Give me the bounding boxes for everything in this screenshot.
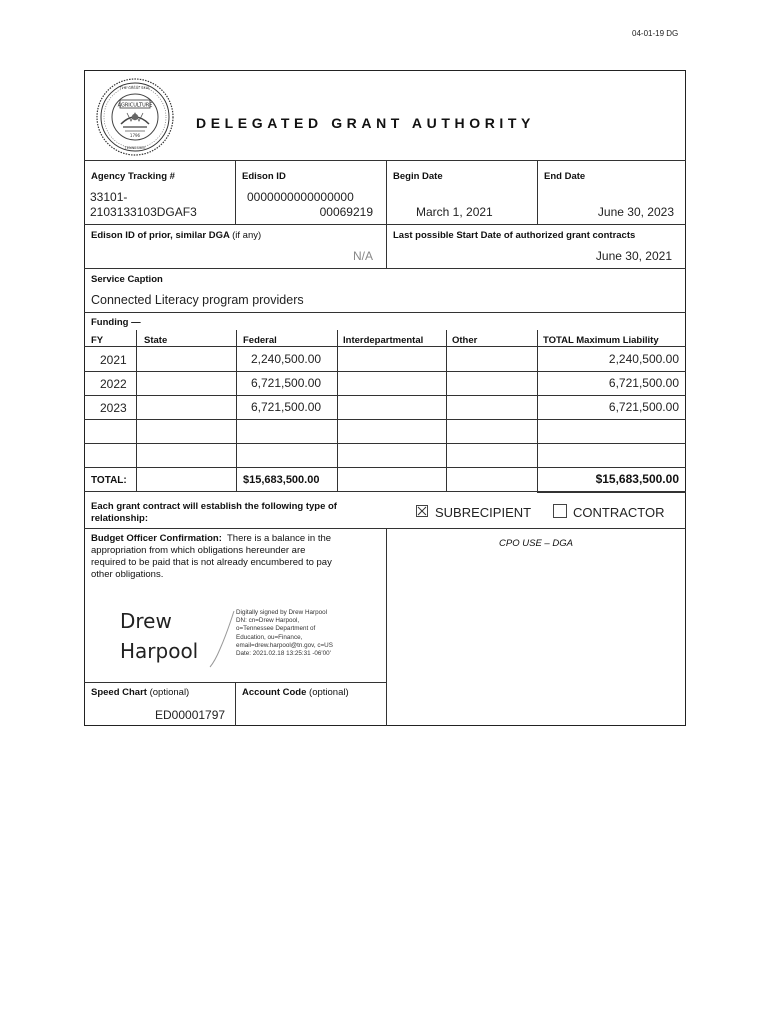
- budget-text-line4: other obligations.: [91, 569, 164, 580]
- svg-text:AGRICULTURE: AGRICULTURE: [117, 102, 153, 109]
- row-2022-total: 6,721,500.00: [608, 376, 679, 390]
- svg-text:TENNESSEE: TENNESSEE: [124, 146, 146, 150]
- cpo-use-label: CPO USE – DGA: [499, 538, 573, 549]
- speed-chart-value: ED00001797: [155, 708, 226, 722]
- col-federal: Federal: [243, 335, 277, 346]
- signature-flourish: [207, 609, 237, 669]
- row-2021-federal: 2,240,500.00: [251, 352, 322, 366]
- budget-text-line3: required to be paid that is not already encumbered to pay: [91, 557, 332, 568]
- end-date-label: End Date: [544, 171, 586, 182]
- begin-date-value: March 1, 2021: [416, 205, 493, 219]
- col-total: TOTAL Maximum Liability: [543, 335, 659, 346]
- row-2023-fy: 2023: [100, 401, 127, 415]
- last-start-value: June 30, 2021: [595, 249, 672, 263]
- relationship-label-line2: relationship:: [91, 513, 149, 524]
- contractor-label: CONTRACTOR: [573, 505, 665, 520]
- col-other: Other: [452, 335, 478, 346]
- state-seal: [94, 77, 176, 157]
- subrecipient-checkbox[interactable]: [416, 505, 428, 517]
- last-start-label: Last possible Start Date of authorized grant contracts: [393, 230, 636, 241]
- signature-detail-6: Date: 2021.02.18 13:25:31 -06'00': [236, 650, 331, 658]
- account-code-suffix: (optional): [309, 687, 349, 698]
- budget-text-line2: appropriation from which obligations hereunder are: [91, 545, 306, 556]
- prior-dga-label-suffix: (if any): [232, 230, 262, 241]
- row-2021-fy: 2021: [100, 353, 127, 367]
- signature-detail-5: email=drew.harpool@tn.gov, c=US: [236, 641, 333, 649]
- relationship-label-line1: Each grant contract will establish the following type of: [91, 501, 337, 512]
- service-caption-label: Service Caption: [91, 274, 163, 285]
- subrecipient-label: SUBRECIPIENT: [435, 505, 532, 520]
- end-date-value: June 30, 2023: [597, 205, 674, 219]
- signature-first-name: Drew: [120, 609, 172, 633]
- agency-tracking-value-line1: 33101-: [90, 190, 128, 204]
- row-2023-total: 6,721,500.00: [608, 400, 679, 414]
- prior-dga-value: N/A: [352, 249, 373, 263]
- col-interdepartmental: Interdepartmental: [343, 335, 424, 346]
- col-fy: FY: [91, 335, 104, 346]
- prior-dga-label: Edison ID of prior, similar DGA (if any): [91, 230, 262, 241]
- budget-text-line1: There is a balance in the: [227, 533, 332, 544]
- edison-id-label: Edison ID: [242, 171, 286, 182]
- speed-chart-suffix: (optional): [149, 687, 190, 698]
- account-code-label: Account Code (optional): [242, 687, 349, 698]
- signature-detail-1: Digitally signed by Drew Harpool: [236, 609, 327, 616]
- row-2022-fy: 2022: [100, 377, 127, 391]
- row-2021-total: 2,240,500.00: [608, 352, 679, 366]
- contractor-checkbox[interactable]: [553, 504, 567, 518]
- svg-text:1796: 1796: [129, 133, 141, 138]
- begin-date-label: Begin Date: [393, 171, 443, 182]
- row-2023-federal: 6,721,500.00: [251, 400, 322, 414]
- svg-text:THE GREAT SEAL: THE GREAT SEAL: [119, 86, 151, 90]
- agency-tracking-value-line2: 2103133103DGAF3: [90, 205, 197, 219]
- total-label: TOTAL:: [91, 475, 127, 486]
- form-title: DELEGATED GRANT AUTHORITY: [196, 115, 535, 131]
- total-federal: $15,683,500.00: [243, 474, 320, 486]
- signature-last-name: Harpool: [120, 639, 199, 663]
- signature-detail-2: DN: cn=Drew Harpool,: [236, 617, 300, 625]
- edison-id-value-line1: 0000000000000000: [247, 190, 354, 204]
- funding-label: Funding —: [91, 317, 141, 328]
- signature-details: [236, 609, 333, 658]
- budget-confirmation: [91, 533, 381, 581]
- seal-emblem: [94, 77, 176, 157]
- signature-detail-3: o=Tennessee Department of: [236, 625, 316, 633]
- row-2022-federal: 6,721,500.00: [251, 376, 322, 390]
- service-caption-value: Connected Literacy program providers: [91, 293, 304, 307]
- form-frame: [84, 70, 686, 726]
- total-max-liability: $15,683,500.00: [595, 472, 679, 486]
- edison-id-value-line2: 00069219: [319, 205, 373, 219]
- speed-chart-label: Speed Chart (optional): [91, 687, 190, 698]
- checkmark-x-icon: [417, 506, 427, 516]
- budget-label: Budget Officer Confirmation:: [91, 533, 222, 544]
- signature-detail-4: Education, ou=Finance,: [236, 633, 303, 641]
- form-code: 04-01-19 DG: [632, 29, 679, 38]
- agency-tracking-label: Agency Tracking #: [91, 171, 175, 182]
- col-state: State: [144, 335, 168, 346]
